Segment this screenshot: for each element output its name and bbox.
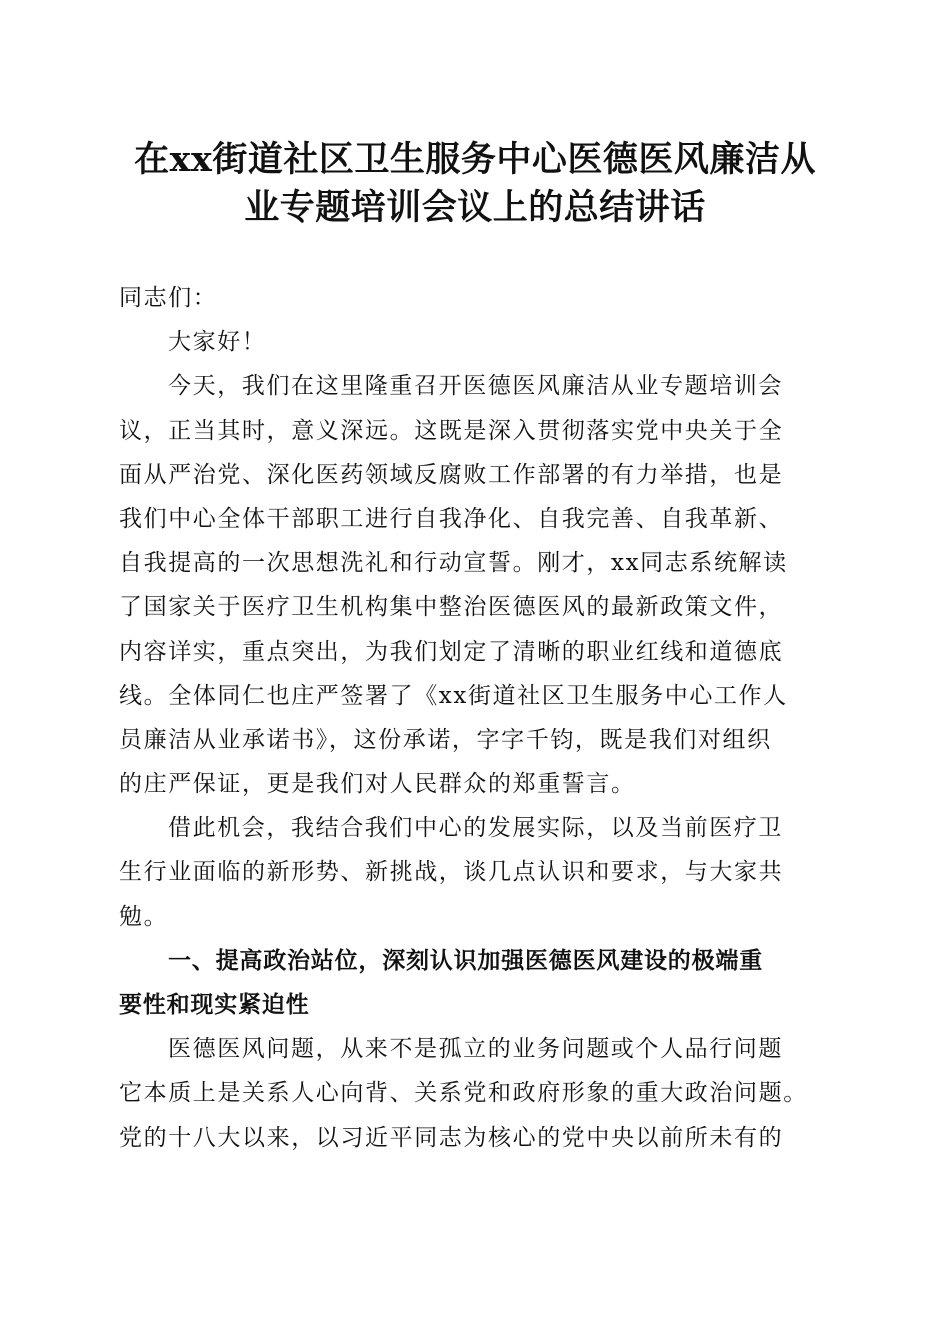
paragraph-line: 线。全体同仁也庄严签署了《xx街道社区卫生服务中心工作人	[119, 682, 788, 709]
paragraph-line: 生行业面临的新形势、新挑战，谈几点认识和要求，与大家共	[119, 859, 784, 886]
paragraph-line: 议，正当其时，意义深远。这既是深入贯彻落实党中央关于全	[119, 417, 784, 444]
paragraph-line: 医德医风问题，从来不是孤立的业务问题或个人品行问题	[168, 1036, 783, 1063]
greeting: 大家好！	[168, 329, 267, 356]
paragraph-1	[119, 364, 831, 806]
heading-line: 一、提高政治站位，深刻认识加强医德医风建设的极端重	[168, 947, 763, 974]
paragraph-line: 了国家关于医疗卫生机构集中整治医德医风的最新政策文件，	[119, 594, 784, 621]
salutation: 同志们：	[119, 285, 218, 311]
section-1-heading	[119, 939, 831, 1027]
title-line: 业专题培训会议上的总结讲话	[244, 187, 706, 228]
paragraph-3	[119, 1027, 831, 1160]
paragraph-2	[119, 806, 831, 939]
paragraph-line: 党的十八大以来，以习近平同志为核心的党中央以前所未有的	[119, 1124, 784, 1151]
paragraph-line: 它本质上是关系人心向背、关系党和政府形象的重大政治问题。	[119, 1080, 808, 1107]
paragraph-line: 自我提高的一次思想洗礼和行动宣誓。刚才，xx同志系统解读	[119, 550, 788, 577]
document-title	[100, 136, 850, 232]
paragraph-line: 面从严治党、深化医药领域反腐败工作部署的有力举措，也是	[119, 461, 784, 488]
heading-line: 要性和现实紧迫性	[119, 992, 310, 1018]
title-line: 在xx街道社区卫生服务中心医德医风廉洁从	[134, 139, 816, 180]
paragraph-line: 我们中心全体干部职工进行自我净化、自我完善、自我革新、	[119, 505, 784, 532]
document-body	[119, 276, 831, 1160]
paragraph-line: 今天，我们在这里隆重召开医德医风廉洁从业专题培训会	[168, 373, 783, 400]
paragraph-line: 员廉洁从业承诺书》，这份承诺，字字千钧，既是我们对组织	[119, 726, 772, 753]
paragraph-line: 勉。	[119, 903, 169, 930]
paragraph-line: 的庄严保证，更是我们对人民群众的郑重誓言。	[119, 771, 636, 798]
paragraph-line: 借此机会，我结合我们中心的发展实际，以及当前医疗卫	[168, 815, 783, 842]
paragraph-line: 内容详实，重点突出，为我们划定了清晰的职业红线和道德底	[119, 638, 784, 665]
